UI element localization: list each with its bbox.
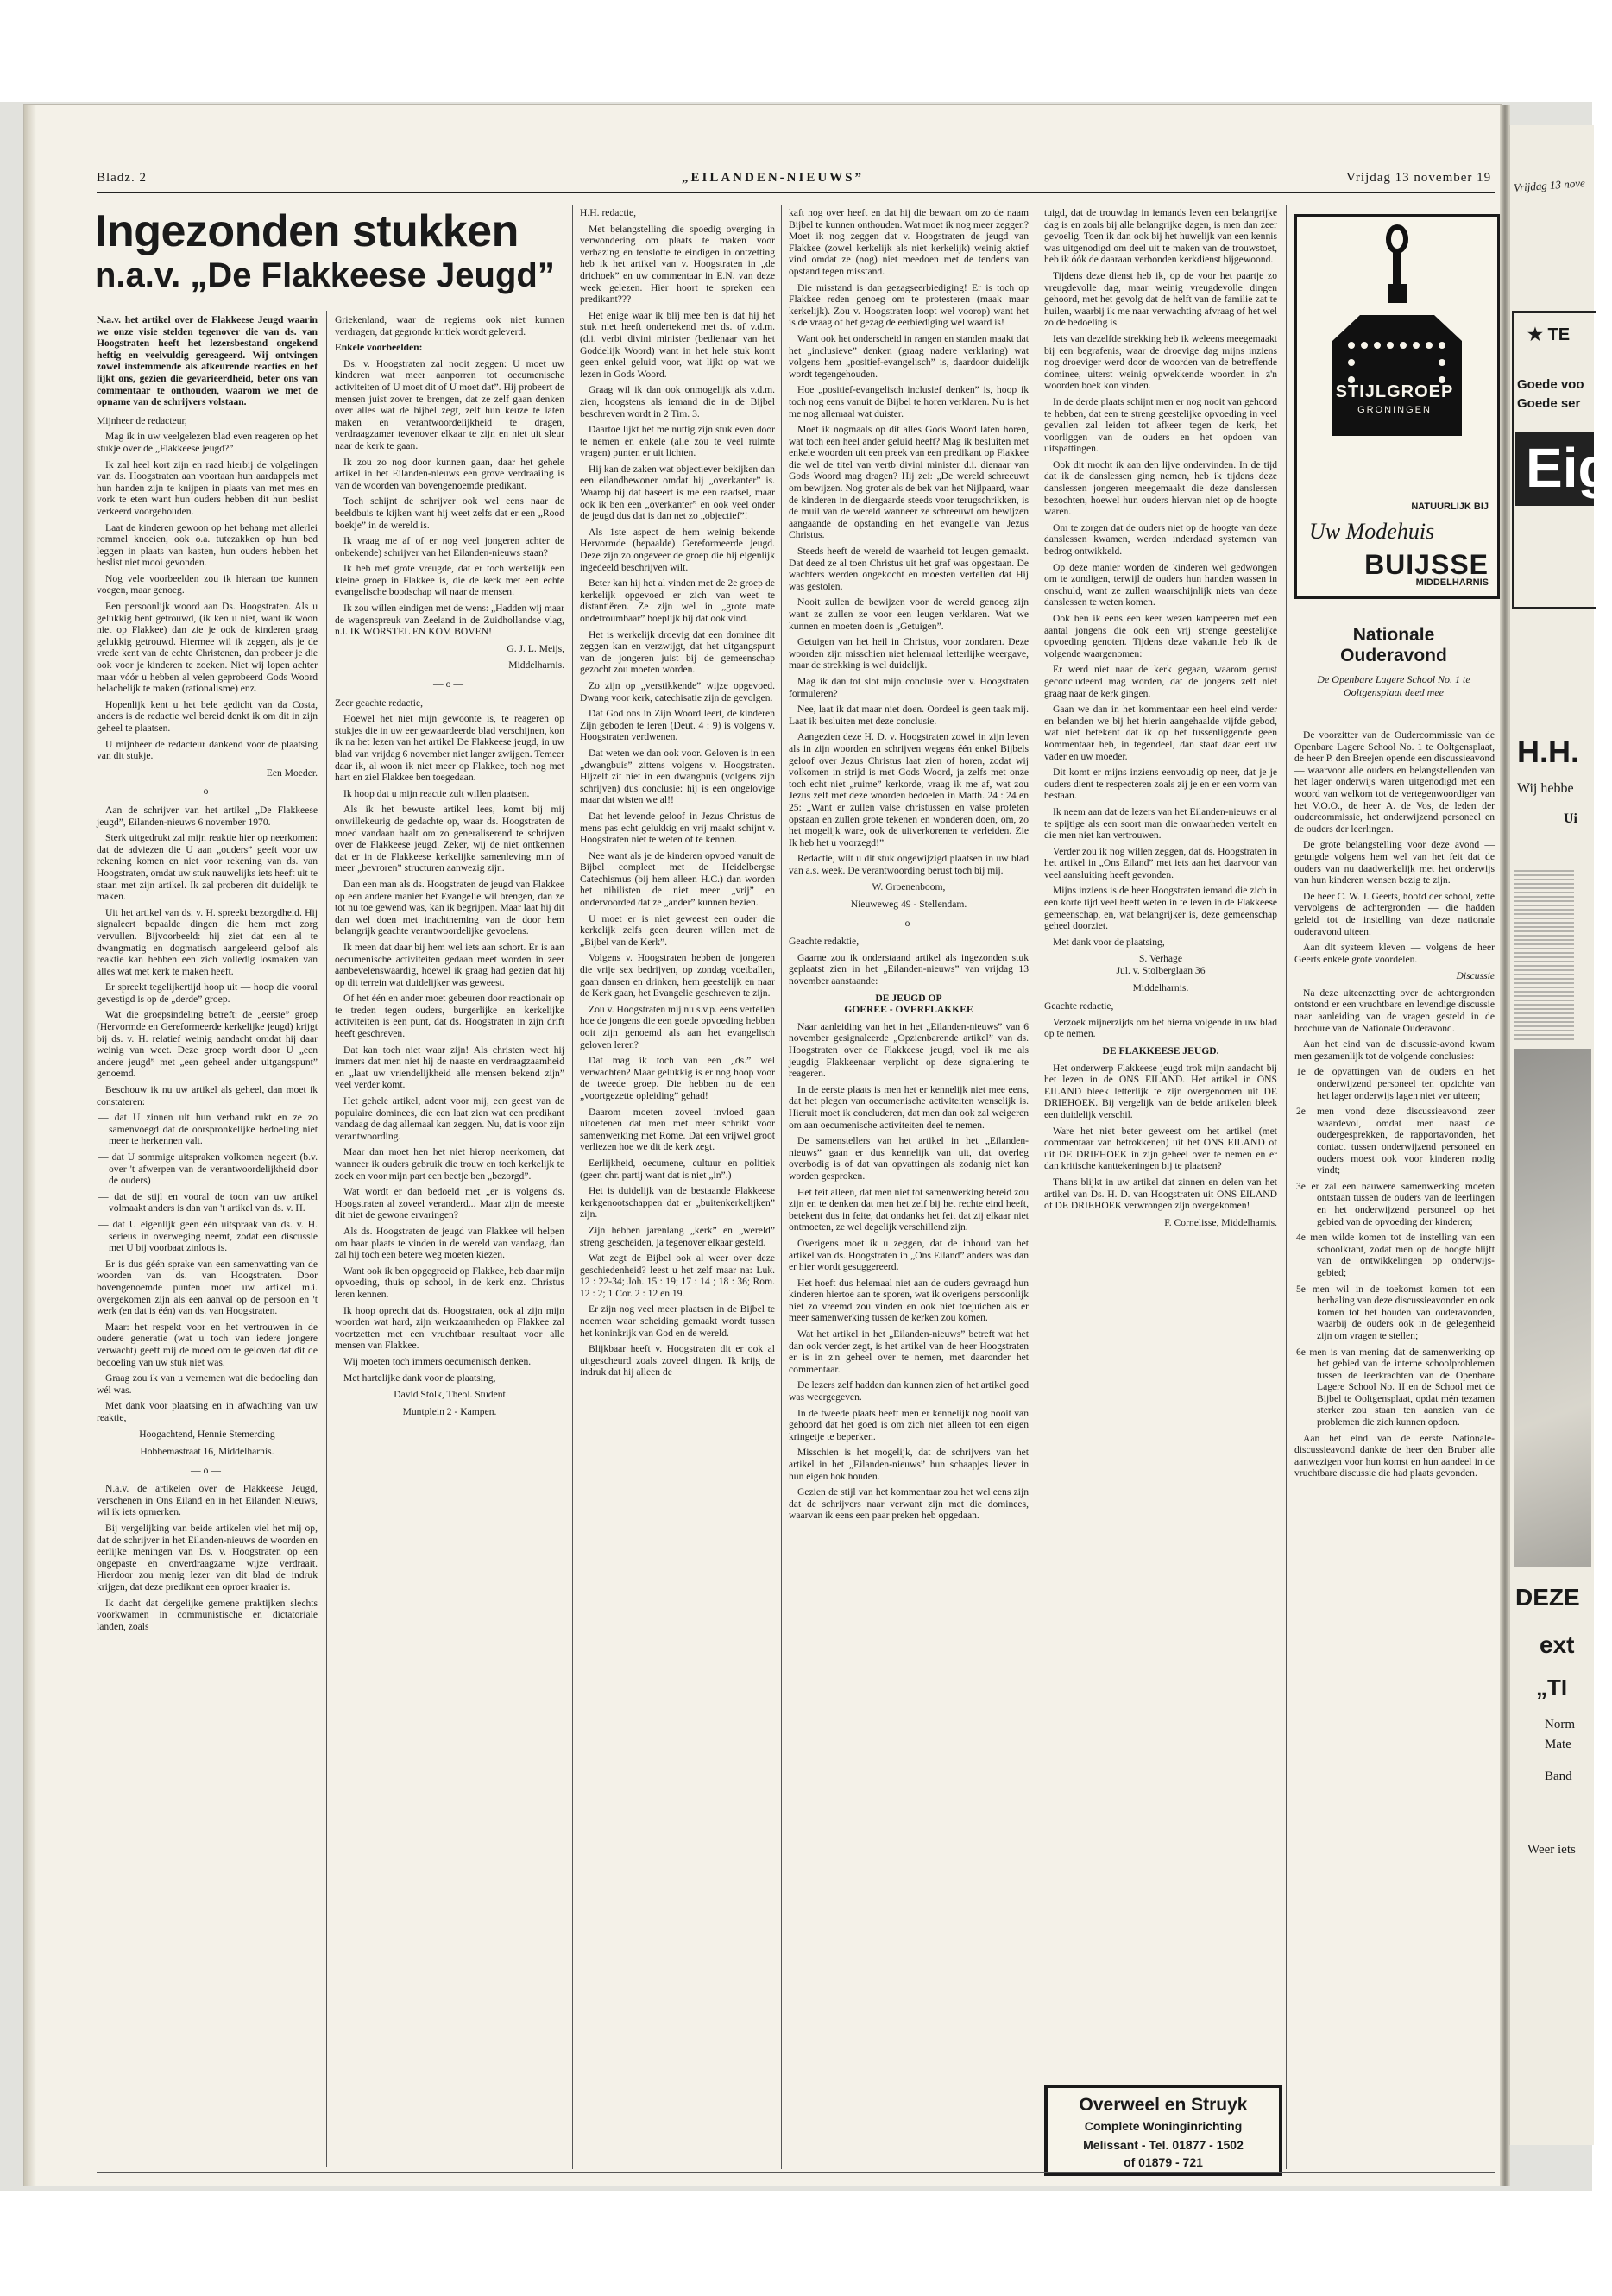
paragraph: Wat die groepsindeling betreft: de „eerste” groep (Hervormde en Gereformeerde kerkelijke jeugd) krijgt bij ds. v. H. relatief weinig aandacht omdat hij daar weinig van weet. Deze groep wordt door U „een andere jeugd” met „een geheel ander uitgangspunt” genoemd. <box>97 1009 318 1080</box>
list-item-text: men vond deze discussieavond zeer waardevol, omdat men naast de oudergesprekken, de rapportavonden, het contact tussen onderwijzend personeel en ouders moest ook voor kinderen nodig vindt; <box>1316 1106 1495 1176</box>
signature: Hoogachtend, Hennie Stemerding <box>139 1429 275 1441</box>
paragraph: Hoe „positief-evangelisch inclusief denken” is, hoop ik toch nog eens vanuit de Bijbel te horen verklaren. Nu is het me nog allemaal wat duister. <box>789 384 1029 419</box>
paragraph: De lezers zelf hadden dan kunnen zien of het artikel goed was weergegeven. <box>789 1379 1029 1403</box>
paragraph: Ds. v. Hoogstraten zal nooit zeggen: U moet uw kinderen wat meer aanporren tot oecumenische activiteiten of U moet dit of U moet dat”. Hij probeert de mensen juist zover te brengen, dat ze zelf gaan denken over alles wat de bijbel zegt, zelf hun keuze te laten maken en verantwoordelijkheid te dragen, verdraagzamer tevenover elkaar te zijn en niet uit sleur naar de kerk te gaan. <box>335 357 564 451</box>
separator: —o— <box>433 678 466 691</box>
column-rule <box>1286 205 1287 2169</box>
paragraph: Griekenland, waar de regiems ook niet kunnen verdragen, dat gegronde kritiek wordt geleverd. <box>335 314 564 337</box>
list-item <box>1294 1181 1495 1227</box>
paragraph: Maar dan moet hen het niet hierop neerkomen, dat wanneer ik ouders gebruik die trouw en toch kerkelijk te zoek en voor mijn part een beetje ben „bezorgd”. <box>335 1146 564 1182</box>
next-page-t11: Norm <box>1545 1718 1575 1731</box>
paragraph: Wat wordt er dan bedoeld met „er is volgens ds. Hoogstraten al zoveel veranderd... Maar zijn de meeste dit niet de gewone ervaringen? <box>335 1186 564 1221</box>
paragraph: Gaarne zou ik onderstaand artikel als ingezonden stuk geplaatst zien in het „Eilanden-nieuws” van vrijdag 13 november aanstaande: <box>789 951 1029 987</box>
column-4 <box>789 207 1029 1526</box>
ad-struyk-tagline: Complete Woninginrichting <box>1084 2119 1243 2133</box>
list-item: — dat de stijl en vooral de toon van uw artikel volmaakt anders is dan van 't artikel van ds. v. H. <box>98 1190 318 1214</box>
paragraph: Het hoeft dus helemaal niet aan de ouders gevraagd hun kinderen hiertoe aan te sporen, wat ik overigens persoonlijk niet zo vreemd zou vinden en ook niet toejuichen als er meer samenwerking tussen de kerken zou komen. <box>789 1277 1029 1324</box>
paragraph: In de derde plaats schijnt men er nog nooit van gehoord te hebben, dat een te streng geestelijke opvoeding in veel gevallen zal leiden tot afkeer tegen de kerk, het voorliggen van de ouders en het opdoen van uitspattingen. <box>1044 395 1277 455</box>
signature-address: Nieuweweg 49 - Stellendam. <box>850 899 967 911</box>
paragraph: Het is duidelijk van de bestaande Flakkeese kerkgenootschappen dat er „buitenkerkelijken” zijn. <box>580 1185 775 1221</box>
column-5 <box>1044 207 1277 1235</box>
signature-address: Jul. v. Stolberglaan 36 <box>1116 965 1206 977</box>
article-subtitle: De Openbare Lagere School No. 1 te Ooltgensplaat deed mee <box>1317 673 1470 698</box>
paragraph: U mijnheer de redacteur dankend voor de plaatsing van dit stukje. <box>97 738 318 762</box>
next-page-t14: Weer iets <box>1527 1843 1576 1857</box>
list-item-text: dat U zinnen uit hun verband rukt en ze zo samenvoegd dat de oorspronkelijke bedoeling niet meer te herkennen valt. <box>109 1112 318 1147</box>
paragraph: Als 1ste aspect de hem weinig bekende Hervormde (bepaalde) Gereformeerde jeugd. Deze zijn zo ongeveer de groep die hij eigenlijk ingedeeld beschrijven wilt. <box>580 526 775 573</box>
list-item <box>1294 1347 1495 1429</box>
paragraph: Dat God ons in Zijn Woord leert, de kinderen Zijn geboden te leren (Deut. 4 : 9) is volgens v. Hoogstraten verdwenen. <box>580 708 775 743</box>
paragraph: Aan de schrijver van het artikel „De Flakkeese jeugd”, Eilanden-nieuws 6 november 1970. <box>97 804 318 828</box>
list-number: 5e <box>1296 1283 1313 1295</box>
paragraph: Of het één en ander moet gebeuren door reactionair op te treden tegen ouders, burgerlijke en kerkelijke activiteiten is een punt, dat ds. Hoogstraten in zijn drift heeft geschreven. <box>335 993 564 1040</box>
paragraph: Wat zegt de Bijbel ook al weer over deze geschiedenheid? leest u het zelf maar na: Luk. 12 : 22-34; Joh. 15 : 19; 17 : 14 ; 18 : 36; Rom. 12 : 2; 1 Cor. 2 : 12 en 19. <box>580 1252 775 1299</box>
page-number: Bladz. 2 <box>97 171 147 185</box>
paragraph: Met dank voor de plaatsing, <box>1053 936 1165 948</box>
next-page-t1: ★ TE <box>1527 325 1571 344</box>
list-number: 2e <box>1296 1106 1317 1118</box>
ad-subtitle: Uw Modehuis <box>1309 519 1435 544</box>
paragraph: Want ook ik ben opgegroeid op Flakkee, heb daar mijn opvoeding, thuis op school, in de kerk enz. Christus leren kennen. <box>335 1265 564 1300</box>
signature: S. Verhage <box>1138 953 1182 965</box>
paragraph: De heer C. W. J. Geerts, hoofd der school, zette vervolgens de achtergronden — die hadden geleid tot de instelling van deze nationale ouderavond uiteen. <box>1294 890 1495 937</box>
paragraph: Gaan we dan in het kommentaar een heel eind verder en belanden we bij het hierin aangehaalde vijfde gebod, wat niet betekent dat ik op het tussenliggende geen kommentaar heb, in tegendeel, dan staat daar eert uw vader en uw moeder. <box>1044 703 1277 762</box>
paragraph: Met dank voor plaatsing en in afwachting van uw reaktie, <box>97 1400 318 1423</box>
ad-tagline: NATUURLIJK BIJ <box>1411 501 1489 512</box>
paragraph: Er spreekt tegelijkertijd hoop uit — hoop die vooral gevestigd is op de „derde” groep. <box>97 981 318 1005</box>
next-page-t13: Band <box>1545 1769 1572 1783</box>
next-page-t2: Goede voo <box>1517 377 1584 392</box>
separator: —o— <box>892 917 925 929</box>
paragraph: Blijkbaar heeft v. Hoogstraten dit er ook al uitgescheurd zoals zoveel dingen. Ik krijg de indruk dat hij alleen de <box>580 1343 775 1378</box>
paragraph: Het onderwerp Flakkeese jeugd trok mijn aandacht bij het lezen in de ONS EILAND. Het artikel in ONS EILAND bleek letterlijk te zijn overgenomen uit DE DRIEHOEK. Bij vergelijk van de beide artikelen bleek een duidelijk verschil. <box>1044 1062 1277 1120</box>
paragraph: Ik zou willen eindigen met de wens: „Hadden wij maar de wagenspreuk van Zeeland in de Zuidhollandse vlag, n.l. IK WORSTEL EN KOM BOVEN! <box>335 602 564 638</box>
next-page-t12: Mate <box>1545 1738 1571 1751</box>
paragraph: Dat kan toch niet waar zijn! Als christen weet hij immers dat men niet hij de naaste en verdraagzaamheid en „laat uw vriendelijkheid alle mensen bekend zijn” veel verder komt. <box>335 1044 564 1091</box>
paragraph: Iets van dezelfde strekking heb ik weleens meegemaakt bij een begrafenis, waar de droevige dag mijns inziens nog droeviger werd door de woorden van de betreffende dominee, uiterst weinig opwekkende woorden in z'n woorden boek kon vinden. <box>1044 332 1277 392</box>
ad-overweel-struyk <box>1044 2085 1282 2176</box>
ad-store-name: BUIJSSE <box>1364 549 1489 580</box>
issue-date: Vrijdag 13 november 19 <box>1346 171 1492 185</box>
next-page-large-photo <box>1514 1049 1591 1567</box>
paragraph: Tijdens deze dienst heb ik, op de voor het paartje zo vreugdevolle dag, maar weinig vreugdevolle dingen gehoord, met het gevolg dat de helft van de familie zat te huilen, waarbij ik me naar verwachting afvraag of het wel zo de bedoeling is. <box>1044 269 1277 329</box>
paragraph: Zou v. Hoogstraten mij nu s.v.p. eens vertellen hoe de jongens die een goede opvoeding hebben ooit zijn genoemd als aan het evangelisch geloven leren? <box>580 1003 775 1050</box>
salutation: Zeer geachte redactie, <box>335 697 424 709</box>
signature: Een Moeder. <box>266 766 318 779</box>
paragraph: Naar aanleiding van het in het „Eilanden-nieuws” van 6 november gesignaleerde „Opzienbarende artikel” van ds. Hoogstraten over de Flakkeese jeugd, voel ik me als jeugdig Flakkeenaar verplicht op deze signalering te reageren. <box>789 1020 1029 1080</box>
paragraph: Gezien de stijl van het kommentaar zou het wel eens zijn dat de schrijvers naar verwant zijn met die dominees, waarvan ik eens een paar preken heb opgedaan. <box>789 1486 1029 1522</box>
signature-place: Middelharnis. <box>508 659 564 672</box>
paragraph: Thans blijkt in uw artikel dat zinnen en delen van het artikel van Ds. H. D. van Hoogstraten uit ONS EILAND of DE DRIEHOEK verwrongen zijn overgekomen! <box>1044 1176 1277 1212</box>
paragraph: Dat mag ik toch van een „ds.” wel verwachten? Maar gelukkig is er nog hoop voor de tweede groep. Die hebben nu de een „voortgezette opleiding” gehad! <box>580 1055 775 1101</box>
subheading: DE JEUGD OP <box>875 992 942 1004</box>
paragraph: Ware het niet beter geweest om het artikel (met commentaar van betrokkenen) uit het ONS EILAND of uit DE DRIEHOEK in zijn geheel over te nemen en er dan kritische kanttekeningen bij te plaatsen? <box>1044 1125 1277 1172</box>
list-number: 3e <box>1296 1180 1312 1192</box>
paragraph: Steeds heeft de wereld de waarheid tot leugen gemaakt. Dat deed ze al toen Christus uit het graf was opgestaan. De wachters werden ongekocht en moesten vertellen dat Hij was gestolen. <box>789 546 1029 592</box>
paragraph: Ik zal heel kort zijn en raad hierbij de volgelingen van ds. Hoogstraten aan voortaan hun aardappels met hun handen zijn te knijpen in plaats van met mes en vork te eten want hun ouders hebben dit hun beslist verkeerd voorgehouden. <box>97 458 318 517</box>
subheading: DE FLAKKEESE JEUGD. <box>1102 1045 1219 1057</box>
paragraph: Aan het eind van de eerste Nationale-discussieavond dankte de heer den Bruber alle aanwezigen voor hun komst en hun aandeel in de vruchtbare discussie die had plaats gevonden. <box>1294 1432 1495 1479</box>
headline-subtitle: n.a.v. „De Flakkeese Jeugd” <box>95 256 555 294</box>
ad-struyk-name: Overweel en Struyk <box>1079 2095 1248 2115</box>
paragraph: Het feit alleen, dat men niet tot samenwerking bereid zou zijn en te denken dat men het zelf bij het rechte eind heeft, betekent dus in feite, dat ondanks het feit dat zij elkaar niet ontmoeten, ze wel degelijk verschillend zijn. <box>789 1186 1029 1233</box>
list-item: — dat U eigenlijk geen één uitspraak van ds. v. H. serieus in overweging neemt, zodat een discussie met U bij voorbaat zinloos is. <box>98 1218 318 1254</box>
article-title-line1: Nationale <box>1352 625 1435 645</box>
paragraph: Zo zijn op „verstikkende” wijze opgevoed. Dwang voor kerk, catechisatie zijn de gevolgen. <box>580 679 775 703</box>
list-item-text: men is van mening dat de samenwerking op het gebied van de interne schoolproblemen tussen de leerkrachten van de Openbare Lagere School No. II en de School met de Bijbel te Ooltgensplaat, opdat mén tezamen sterker zou staan ten aanzien van de problemen die zich kunnen opdoen. <box>1309 1346 1495 1429</box>
paragraph: tuigd, dat de trouwdag in iemands leven een belangrijke dag is en zoals bij alle belangrijke dagen, is men dan zeer gevoelig. Toen ik dan ook bij het huwelijk van een kennis was uitgenodigd om deel uit te maken van de trouwstoet, heb ik óók de daaraan verbonden kerkdienst bijgewoond. <box>1044 207 1277 266</box>
list-item-text: men wil in de toekomst komen tot een herhaling van deze discussieavonden en ook komen tot het houden van ouderavonden, waarbij de ouders ook in de gelegenheid zijn om vragen te stellen; <box>1312 1283 1495 1341</box>
paragraph: Redactie, wilt u dit stuk ongewijzigd plaatsen in uw blad van a.s. week. De verantwoording berust toch bij mij. <box>789 853 1029 876</box>
next-page-t4: Eig <box>1526 437 1612 499</box>
paragraph: Nee, laat ik dat maar niet doen. Oordeel is geen taak mij. Laat ik besluiten met deze conclusie. <box>789 703 1029 727</box>
paragraph: Als ik het bewuste artikel lees, komt bij mij onwillekeurig de gedachte op, waar ds. Hoogstraten de moed vandaan haalt om zo generaliserend te schrijven over de Flakkeese jeugd. Zeker, wij de niet ontkennen dat er in de Flakkeese kerkelijke samenleving min of meer „bevroren” structuren aanwezig zijn. <box>335 804 564 874</box>
signature-place: Middelharnis. <box>1132 981 1189 993</box>
signature-address: Hobbemastraat 16, Middelharnis. <box>140 1446 274 1458</box>
paragraph: Laat de kinderen gewoon op het behang met allerlei rommel knoeien, ook o.a. tutezakken op hun bed leggen in plaats van kasten, hun ouders hebben het beslist niet mooi gevonden. <box>97 521 318 569</box>
paragraph: Ik hoop dat u mijn reactie zult willen plaatsen. <box>343 787 530 799</box>
subheading: Enkele voorbeelden: <box>335 342 423 354</box>
list-item-text: dat de stijl en vooral de toon van uw artikel volmaakt anders is dan van 't artikel van ds. v. H. <box>109 1190 318 1214</box>
next-page-t6: Wij hebbe <box>1517 781 1574 796</box>
salutation: Geachte redactie, <box>1044 1000 1114 1012</box>
paper-name: „EILANDEN-NIEUWS” <box>682 171 865 185</box>
paragraph: Ook ben ik eens een keer wezen kampeeren met een aantal jongens die ook een vrij strenge geestelijke opvoeding genoten. Tijdens deze vakantie heb ik de volgende waargenomen: <box>1044 613 1277 659</box>
paragraph: Mijns inziens is de heer Hoogstraten iemand die zich in een korte tijd veel heeft weten in te leven in de Flakkeese gemeenschap, en, wat belangrijker is, deze gemeenschap geheel doorziet. <box>1044 885 1277 932</box>
list-number: 6e <box>1296 1346 1310 1358</box>
paragraph: Overigens moet ik u zeggen, dat de inhoud van het artikel van ds. Hoogstraten in „Ons Eiland” anders was dan er hier wordt gesuggereerd. <box>789 1237 1029 1273</box>
signature-address: Muntplein 2 - Kampen. <box>402 1405 497 1417</box>
next-page-t10: „TI <box>1536 1675 1568 1700</box>
intro-text: N.a.v. het artikel over de Flakkeese Jeugd waarin we onze visie stelden tegenover die van ds. van Hoogstraten heeft het lezersbestand ongekend heftig en veelvuldig gereageerd. Wij ontvingen zowel instemmende als afkeurende reacties en het lijkt ons, gezien die gevarieerdheid, beter ons van commentaar te onthouden, waarom we met de opname van de schrijvers volstaan. <box>97 314 318 408</box>
paragraph: Aangezien deze H. D. v. Hoogstraten zowel in zijn leven als in zijn woorden en schrijven wegens één enkel Bijbels geloof over Jezus Christus laat zien of horen, zodat wij volkomen in strijd is met Gods Woord, ja zelfs met onze toch echt niet „ruime” kerkorde, vraag ik me af, wat zou Jezus zelf met deze woorden bedoelen in Matth. 24 : 24 en 25: „Want er zullen valse christussen en valse profeten opstaan en zullen grote tekenen en wonderen doen, om, zo het mogelijk ware, ook de uitverkorenen te verleiden. Zie Ik heb het u voorzegd!” <box>789 731 1029 848</box>
paragraph: Wij moeten toch immers oecumenisch denken. <box>343 1355 532 1367</box>
paragraph: Nee want als je de kinderen opvoed vanuit de Bijbel compleet met de Heidelbergse Catechismus (bij hem alleen H.C.) dan worden het nihilisten de niet meer „vrij” en ondervoorded dat ze „ander” kunnen bezien. <box>580 849 775 909</box>
paragraph: Graag wil ik dan ook onmogelijk als v.d.m. zien, hoogstens als iemand die in de Bijbel beschreven wordt in 2 Tim. 3. <box>580 384 775 419</box>
paragraph: Nooit zullen de bewijzen voor de wereld genoeg zijn want ze zullen ze voor een leugen verklaren. Wat we kunnen en moeten doen is „Getuigen”. <box>789 596 1029 632</box>
next-page-date: Vrijdag 13 nove <box>1513 176 1586 194</box>
signature: G. J. L. Meijs, <box>507 642 564 654</box>
paragraph: Ik neem aan dat de lezers van het Eilanden-nieuws er al te spijtige als een soort man die onwaarheden vertelt en die men niet kan vertrouwen. <box>1044 805 1277 842</box>
section-label: Discussie <box>1456 970 1495 982</box>
column-rule <box>326 311 327 2167</box>
salutation: H.H. redactie, <box>580 207 637 218</box>
paragraph: Ik heb met grote vreugde, dat er toch werkelijk een kleine groep in Flakkee is, die de kerk met een echte evangelische boodschap wil naar de mensen. <box>335 563 564 598</box>
paragraph: Het gehele artikel, adent voor mij, een geest van de populaire dominees, die een laat zien wat een predikant vandaag de dag allemaal kan zeggen. Nu, dat is voor zijn verantwoording. <box>335 1095 564 1142</box>
paragraph: U moet er is niet geweest een ouder die kerkelijk zelfs geen deuren willen met de „Bijbel van de Kerk”. <box>580 912 775 948</box>
paragraph: Aan het eind van de discussie-avond kwam men gezamenlijk tot de volgende conclusies: <box>1294 1038 1495 1062</box>
headline-title: Ingezonden stukken <box>95 206 519 256</box>
paragraph: Ik zou zo nog door kunnen gaan, daar het gehele artikel in het Eilanden-nieuws een grove verdraaiing is van de woorden van bovengenoemde predikant. <box>335 456 564 491</box>
paragraph: kaft nog over heeft en dat hij die bewaart om zo de naam Bijbel te kunnen onthouden. Wat moet ik nog meer zeggen? Moet ik nog zeggen dat v. Hoogstraten de jeugd van Flakkee (zowel kerkelijk als niet kerkelijk) weinig aktief vind omdat ze (nog) niet meedoen met de tendens van opstand tegen misstand. <box>789 207 1029 277</box>
paragraph: Uit het artikel van ds. v. H. spreekt bezorgdheid. Hij signaleert bepaalde dingen die hem met zorg vervullen. Bijvoorbeeld: hij ziet dat een al te dwangmatig en dogmatisch aangeleerd geloof als reaktie kan hebben een zich volledig losmaken van alles wat met kerk te maken heeft. <box>97 906 318 977</box>
paragraph: Sterk uitgedrukt zal mijn reaktie hier op neerkomen: dat de adviezen die U aan „ouders” geeft voor uw rekening komen en niet voor rekening van ds. van Hoogstraten, omdat uw stuk nauwelijks iets heeft uit te staan met zijn artikel. Ik zal proberen dit duidelijk te maken. <box>97 832 318 903</box>
paragraph: Er zijn nog veel meer plaatsen in de Bijbel te noemen waar scheiding gemaakt wordt tussen het koninkrijk van God en de wereld. <box>580 1303 775 1339</box>
next-page-photo <box>1514 867 1574 1040</box>
column-1 <box>97 314 318 1637</box>
signature: F. Cornelisse, Middelharnis. <box>1164 1216 1277 1228</box>
paragraph: Hopenlijk kent u het bele gedicht van da Costa, anders is de redactie wel bereid denkt ik om dit in zijn geheel te plaatsen. <box>97 698 318 734</box>
paragraph: Bij vergelijking van beide artikelen viel het mij op, dat de schrijver in het Eilanden-nieuws de woorden en eerlijke meningen van Ds. v. Hoogstraten op een ongepaste en onverdraagzame wijze verdraait. Hierdoor zou menig lezer van dit blad de indruk krijgen, dat deze predikant een oproer kraaier is. <box>97 1523 318 1593</box>
paragraph: Maar: het respekt voor en het vertrouwen in de oudere generatie (wat u toch van iedere jongere verwacht) geeft mij de moed om te geloven dat dit de bedoeling van uw stuk niet was. <box>97 1321 318 1368</box>
paragraph: Ik vraag me af of er nog veel jongeren achter de onbekende) schrijver van het Eilanden-nieuws staan? <box>335 535 564 558</box>
header-rule <box>97 192 1495 193</box>
paragraph: De samenstellers van het artikel in het „Eilanden-nieuws” gaan er dus kennelijk van uit, dat overleg overbodig is of dat van opvattingen als zodanig niet kan worden gesproken. <box>789 1135 1029 1182</box>
next-page-t7: Ui <box>1564 811 1577 826</box>
paragraph: Beschouw ik nu uw artikel als geheel, dan moet ik constateren: <box>97 1084 318 1107</box>
salutation: Mijnheer de redacteur, <box>97 414 187 426</box>
paragraph: Dit komt er mijns inziens eenvoudig op neer, dat je je ouders dient te respecteren zoals zij je en er een vorm van bestaan. <box>1044 766 1277 802</box>
article-title <box>1294 625 1493 699</box>
ad-brand-city: GRONINGEN <box>1357 405 1432 415</box>
paragraph: Verder zou ik nog willen zeggen, dat ds. Hoogstraten in het artikel in „Ons Eiland” met iets aan het daarvoor van veel aansluiting heeft gevonden. <box>1044 845 1277 880</box>
list-item <box>1294 1284 1495 1342</box>
paragraph: In de tweede plaats heeft men er kennelijk nog nooit van gehoord dat het goed is om zich niet alleen tot een eigen kringetje te beperken. <box>789 1407 1029 1442</box>
list-item-text: men wilde komen tot de instelling van een schoolkrant, zodat men op de hoogte blijft van de ontwikkelingen op onderwijs-gebied; <box>1310 1232 1496 1278</box>
paragraph: Nog vele voorbeelden zou ik hieraan toe kunnen voegen, maar genoeg. <box>97 572 318 596</box>
paragraph: Na deze uiteenzetting over de achtergronden ontstond er een vruchtbare en levendige discussie naar aanleiding van de vragen gesteld in de brochure van de Nationale Ouderavond. <box>1294 987 1495 1034</box>
paragraph: Moet ik nogmaals op dit alles Gods Woord laten horen, wat toch een heel ander geluid heeft? Mag ik besluiten met enkele woorden uit een preek van een predikant op Flakkee die wel de titel van vertb divini minister d.i. dienaar van Gods Woord mag dragen? Hij zei: „De wereld schreeuwt om bewijzen. Nog groter als de bek van het Nijlpaard, waar de kinderen in de diergaarde steeds voor terugschrikken, is de muil van de wereld wanneer ze schreeuwt om bewijzen aangaande de opstanding en het evangelie van Jezus Christus. <box>789 424 1029 541</box>
paragraph: Daarom moeten zoveel invloed gaan uitoefenen dat men met meer schrikt voor samenwerking met Rome. Dat een vrijwel groot verliezen hoe we dit de kerk zegt. <box>580 1106 775 1153</box>
paragraph: Met belangstelling die spoedig overging in verwondering om plaats te maken voor verbazing en tenslotte te eindigen in ontzetting heb ik het artikel van v. Hoogstraten in „de drichoek” en uw commentaar in E.N. van deze week gelezen. Hier hoort te spreken een predikant??? <box>580 223 775 306</box>
paragraph: Ik meen dat daar bij hem wel iets aan schort. Er is aan oecumenische activiteiten gedaan meet worden in zeer aanbevelenswaardig, hoewel ik graag had gezien dat hij op dit terrein wat duidelijker was geweest. <box>335 941 564 988</box>
hanger-logo-icon <box>1300 220 1495 479</box>
paragraph: Getuigen van het heil in Christus, voor zondaren. Deze woorden zijn misschien niet helemaal letterlijke weergave, maar de strekking is wel duidelijk. <box>789 636 1029 672</box>
paragraph: Mag ik in uw veelgelezen blad even reageren op het stukje over de „Flakkeese jeugd?” <box>97 431 318 454</box>
paragraph: Het is werkelijk droevig dat een dominee dit zeggen kan en verzwijgt, dat het uitgangspunt van de jongeren juist bij de gemeenschap gezocht zou moeten worden. <box>580 628 775 676</box>
paragraph: Om te zorgen dat de ouders niet op de hoogte van deze danslessen kwamen, werden inderdaad systemen van bedrog ontwikkeld. <box>1044 521 1277 558</box>
headline <box>95 207 578 295</box>
list-item-text: de opvattingen van de ouders en het onderwijzend personeel ten opzichte van het lager onderwijs lagen niet ver uiteen; <box>1313 1066 1495 1101</box>
paragraph: De grote belangstelling voor deze avond —getuigde volgens hem wel van het feit dat de ouders van nu daadwerkelijk met het onderwijs van hun kinderen wensen bezig te zijn. <box>1294 839 1495 886</box>
paragraph: Er is dus géén sprake van een samenvatting van de woorden van ds. van Hoogstraten. Door bovengenoemde punten moet uw artikel m.i. overgekomen zijn als een aanval op de persoon en 't werk (en dat is één) van ds. van Hoogstraten. <box>97 1258 318 1317</box>
paragraph: N.a.v. de artikelen over de Flakkeese Jeugd, verschenen in Ons Eiland en in het Eilanden Nieuws, wil ik iets opmerken. <box>97 1483 318 1518</box>
ad-struyk-phone-alt: of 01879 - 721 <box>1124 2155 1203 2169</box>
paragraph: In de eerste plaats is men het er kennelijk niet mee eens, dat het plegen van oecumenische activiteiten wenselijk is. Hieruit moet ik concluderen, dat men dan ook zal weigeren om aan oecumenische activiteiten deel te nemen. <box>789 1083 1029 1131</box>
list-item <box>1294 1106 1495 1176</box>
next-page-t8: DEZE <box>1515 1584 1580 1611</box>
paragraph: Want ook het onderscheid in rangen en standen maakt dat het „inclusieve” denken (graag nadere verklaring) wat volgens hem „positief-evangelisch” is, daardoor duidelijk wordt tegengehouden. <box>789 332 1029 380</box>
column-2 <box>335 314 564 1424</box>
paragraph: Dat weten we dan ook voor. Geloven is in een „dwangbuis” zittens volgens v. Hoogstraten. Hijzelf zit niet in een dwangbuis (volgens zijn schrijven) dus conclusie: hij is een ongelovige maar dat wisten we al!! <box>580 747 775 806</box>
paragraph: Dat het levende geloof in Jezus Christus de mens pas echt gelukkig en vrij maakt schijnt v. Hoogstraten niet te weten of te kennen. <box>580 810 775 846</box>
paragraph: Op deze manier worden de kinderen wel gedwongen om te zondigen, terwijl de ouders hun handen wassen in onschuld, want ze zullen waarschijnlijk niets van deze danslessen te weten komen. <box>1044 561 1277 609</box>
column-rule <box>572 205 573 2169</box>
paragraph: Met hartelijke dank voor de plaatsing, <box>343 1372 496 1384</box>
next-page-t9: ext <box>1540 1631 1575 1658</box>
column-rule <box>781 205 782 2169</box>
paragraph: Daartoe lijkt het me nuttig zijn stuk even door te nemen en enkele (alle zou te veel ruimte vragen) punten er uit lichten. <box>580 424 775 459</box>
footer-rule <box>97 2172 1495 2173</box>
column-3 <box>580 207 775 1383</box>
paragraph: Die misstand is dan gezagseerbiediging! Er is toch op Flakkee reden genoeg om te protesteren (maak maar kerkelijk). Zou v. Hoogstraten loopt wel voorop) want het is de vraag of het gezag de eerbiediging wel waard is! <box>789 281 1029 329</box>
page-edge <box>24 105 36 2186</box>
ad-brand: STIJLGROEP <box>1335 382 1454 401</box>
salutation: Geachte redaktie, <box>789 936 860 948</box>
next-page-t5: H.H. <box>1517 734 1579 769</box>
list-number: 4e <box>1296 1232 1311 1244</box>
list-item <box>1294 1232 1495 1278</box>
subheading: GOEREE - OVERFLAKKEE <box>844 1004 973 1016</box>
list-item: — dat U sommige uitspraken volkomen negeert (b.v. over 't afwerpen van de verantwoordelijkheid door de ouders) <box>98 1151 318 1187</box>
next-page-strip <box>1508 125 1612 2145</box>
paragraph: Zijn hebben jarenlang „kerk” en „wereld” streng gescheiden, ja tegenover elkaar gesteld. <box>580 1224 775 1248</box>
paragraph: Volgens v. Hoogstraten hebben de jongeren die vrije sex bedrijven, op zondag voetballen, gaan dansen en drinken, hem geestelijk en naar de Kerk gaan, het Evangelie geschreven te zijn. <box>580 952 775 1000</box>
paragraph: Ik hoop oprecht dat ds. Hoogstraten, ook al zijn mijn woorden wat hard, zijn werkzaamheden op Flakkee zal voortzetten met een vruchtbaar resultaat voor alle mensen van Flakkee. <box>335 1304 564 1352</box>
list-item-text: dat U eigenlijk geen één uitspraak van ds. v. H. serieus in overweging neemt, zodat een discussie met U bij voorbaat zinloos is. <box>109 1218 318 1254</box>
paragraph: Het enige waar ik blij mee ben is dat hij het stuk niet heeft ondertekend met ds. of v.d.m. (d.i. verbi divini minister (bedienaar van het Goddelijk Woord) want in het hele stuk komt geen enkel geluid voor, wat lijkt op wat we lezen in Gods Woord. <box>580 309 775 380</box>
paragraph: Verzoek mijnerzijds om het hierna volgende in uw blad op te nemen. <box>1044 1016 1277 1040</box>
paragraph: Graag zou ik van u vernemen wat die bedoeling dan wél was. <box>97 1372 318 1396</box>
paragraph: Een persoonlijk woord aan Ds. Hoogstraten. Als u gelukkig bent getrouwd, (ik ken u niet, want ik woon niet op Flakkee) dan zie je ook de kinderen graag gelukkig getrouwd. Hiermee wil ik zeggen, als je de vrede kent van de echte Christenen, dan probeer je die ook voor je kinderen te zoeken. Niet wij lopen achter maar vóór u hebben al velen geprobeerd Gods Woord belachelijk te maken (rationalisme) enz. <box>97 601 318 695</box>
paragraph: Als ds. Hoogstraten de jeugd van Flakkee wil helpen om haar plaats te vinden in de wereld van vandaag, dan zal hij toch een betere weg moeten kiezen. <box>335 1225 564 1261</box>
paragraph: Aan dit systeem kleven — volgens de heer Geerts enkele grote voordelen. <box>1294 942 1495 965</box>
separator: —o— <box>191 1464 224 1476</box>
paragraph: Ik dacht dat dergelijke gemene praktijken slechts voorkwamen in communistische en dictatoriale landen, zoals <box>97 1597 318 1632</box>
ad-buijsse <box>1294 214 1500 599</box>
paragraph: Hij kan de zaken wat objectiever bekijken dan een eilandbewoner omdat hij „overkanter” is. Waarop hij dat baseert is me een raadsel, maar ook ik ben een „overkanter” en ook veel onder de jeugd dus dat is dan net zo „objectief”! <box>580 463 775 522</box>
separator: —o— <box>191 785 224 798</box>
list-item <box>1294 1066 1495 1101</box>
paragraph: Hoewel het niet mijn gewoonte is, te reageren op stukjes die in uw eer gewaardeerde blad verschijnen, kon ik na het lezen van het artikel De Flakkeese jeugd, in uw blad van vrijdag 6 november niet langer zwijgen. Temeer daar ik, al woon ik niet meer op Flakkee, toch nog met hart en ziel Flakkee ben toegedaan. <box>335 713 564 784</box>
list-item-text: er zal een nauwere samenwerking moeten ontstaan tussen de ouders van de leerlingen en het onderwijzend personeel op het gebied van de opvoeding der kinderen; <box>1311 1180 1496 1227</box>
column-6 <box>1294 729 1495 1484</box>
ad-struyk-phone: Melissant - Tel. 01877 - 1502 <box>1083 2138 1244 2152</box>
paragraph: Mag ik dan tot slot mijn conclusie over v. Hoogstraten formuleren? <box>789 675 1029 699</box>
next-page-t3: Goede ser <box>1517 396 1581 411</box>
paragraph: Dan een man als ds. Hoogstraten de jeugd van Flakkee op een andere manier het Evangelie wil brengen, dan ze tot nu toe gewend was, kan ik begrijpen. Maar laat hij dit dan wel doen met inachtneming van de door hem belangrijk geachte verantwoordelijke gevoelens. <box>335 878 564 937</box>
list-number: 1e <box>1296 1066 1314 1078</box>
article-title-line2: Ouderavond <box>1340 646 1447 665</box>
signature: David Stolk, Theol. Student <box>394 1389 506 1401</box>
paragraph: Wat het artikel in het „Eilanden-nieuws” betreft wat het dan ook verder zegt, is het artikel van de heer Hoogstraten er is in z'n geheel over te nemen, met daaronder het commentaar. <box>789 1328 1029 1375</box>
paragraph: Beter kan hij het al vinden met de 2e groep de kerkelijk opgevoed er zich van weet te distantiëren. Ze zijn wel in „grote mate ondetroumbaar” boeplijk hij dat ook vind. <box>580 577 775 624</box>
ad-town: MIDDELHARNIS <box>1415 577 1489 588</box>
paragraph: Er werd niet naar de kerk gegaan, waarom gerust geconcludeerd mag worden, dat de jongens zelf niet graag naar de kerk gingen. <box>1044 664 1277 699</box>
list-item: — dat U zinnen uit hun verband rukt en ze zo samenvoegd dat de oorspronkelijke bedoeling niet meer te herkennen valt. <box>98 1112 318 1147</box>
paragraph: De voorzitter van de Oudercommissie van de Openbare Lagere School No. 1 te Ooltgensplaat, de heer P. den Breejen opende een discussieavond — waarvoor alle ouders en belangstellenden van het lager onderwijs waren uitgenodigd met een woord van welkom tot de vertegenwoordiger van het V.O.O., de heer A. de Vos, de leden der oudercommissie, het onderwijzend personeel en de ouders der leerlingen. <box>1294 729 1495 835</box>
paragraph: Toch schijnt de schrijver ook wel eens naar de beeldbuis te kijken want hij weet zelfs dat er een „Rood boekje” in de wereld is. <box>335 495 564 531</box>
signature: W. Groenenboom, <box>872 881 946 893</box>
paragraph: Ook dit mocht ik aan den lijve ondervinden. In de tijd dat ik de danslessen ging nemen, heb ik tijdens deze danslessen jongeren meegemaakt die deze danslessen bezochten, hoewel hun ouders hiervan niet op de hoogte waren. <box>1044 458 1277 518</box>
paragraph: Misschien is het mogelijk, dat de schrijvers van het artikel in het „Eilanden-nieuws” hun schaapjes liever in hun eigen hok houden. <box>789 1447 1029 1482</box>
paragraph: Eerlijkheid, oecumene, cultuur en politiek (geen chr. partij want dat is niet „in”.) <box>580 1157 775 1181</box>
list-item-text: dat U sommige uitspraken volkomen negeert (b.v. over 't afwerpen van de verantwoordelijkheid door de ouders) <box>109 1151 318 1187</box>
